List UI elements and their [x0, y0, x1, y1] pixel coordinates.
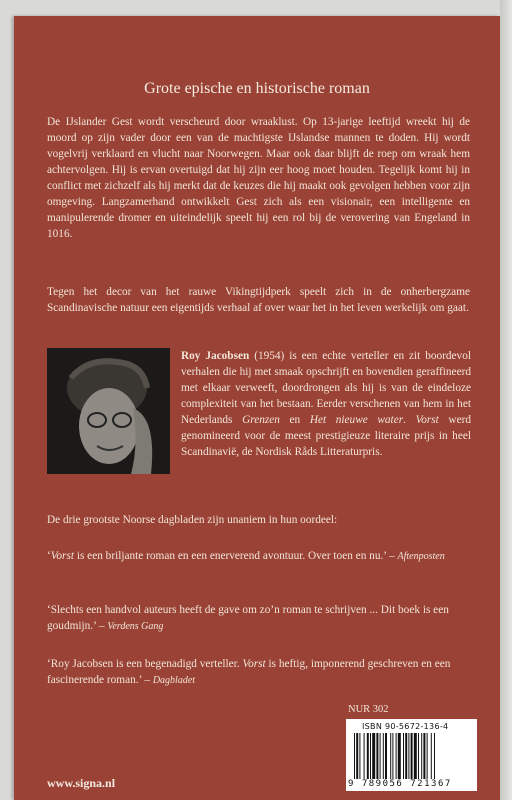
cover-heading: Grote epische en historische roman — [144, 80, 370, 97]
publisher-website: www.signa.nl — [47, 776, 116, 790]
page-edge — [500, 0, 512, 800]
author-name: Roy Jacobsen — [181, 350, 250, 362]
setting-paragraph: Tegen het decor van het rauwe Vikingtijdperk speelt zich in de onherbergzame Scandinavische natuur een eigentijds verhaal af over waar het in het leven werkelijk om gaat. — [47, 286, 470, 314]
press-quote: ‘Slechts een handvol auteurs heeft de gave om zo’n roman te schrijven ... Dit boek is een goudmijn.’ – Verdens Gang — [47, 604, 449, 632]
press-intro: De drie grootste Noorse dagbladen zijn unaniem in hun oordeel: — [47, 514, 338, 526]
quote-source: Verdens Gang — [107, 621, 164, 632]
press-quote: ‘Roy Jacobsen is een begenadigd verteller. Vorst is heftig, imponerend geschreven en een fascinerende roman.’ – Dagbladet — [47, 658, 451, 686]
synopsis-paragraph: De IJslander Gest wordt verscheurd door wraaklust. Op 13-jarige leeftijd wreekt hij de moord op zijn vader door een van de machtigste IJslandse mannen te doden. Hij wordt vogelvrij verklaard en vlucht naar Noorwegen. Maar ook daar blijft de roep om wraak hem achtervolgen. Hij is ervan overtuigd dat hij zijn eer hoog moet houden. Tegelijk komt hij in conflict met zichzelf als hij merkt dat de keuzes die hij maakt ook gevolgen hebben voor zijn omgeving. Langzamerhand ontwikkelt Gest zich als een visionair, een intelligente en manipulerende dromer en uiteindelijk speelt hij een rol bij de verovering van Engeland in 1016. — [47, 116, 470, 240]
quote-source: Aftenposten — [397, 551, 445, 562]
ean-number: 9 789056 721367 — [348, 779, 452, 789]
author-photo — [47, 348, 170, 474]
back-cover — [14, 16, 500, 800]
press-quote: ‘Vorst is een briljante roman en een enerverend avontuur. Over toen en nu.’ – Aftenposten — [47, 550, 445, 562]
isbn-number: ISBN 90-5672-136-4 — [362, 722, 449, 731]
quote-source: Dagbladet — [152, 675, 196, 686]
author-bio: Roy Jacobsen (1954) is een echte verteller en zit boordevol verhalen die hij met smaak opschrijft en bovendien geraffineerd met elkaar verweeft, doordrongen als hij is van de eindeloze complexiteit van het bestaan. Eerder verschenen van hem in het Nederlands Grenzen en Het nieuwe water. Vorst werd genomineerd voor de meest prestigieuze literaire prijs in heel Scandinavië, de Nordisk Råds Litteraturpris. — [181, 350, 471, 458]
barcode-bars-icon — [354, 733, 472, 779]
barcode — [346, 719, 477, 791]
nur-code: NUR 302 — [348, 704, 389, 715]
